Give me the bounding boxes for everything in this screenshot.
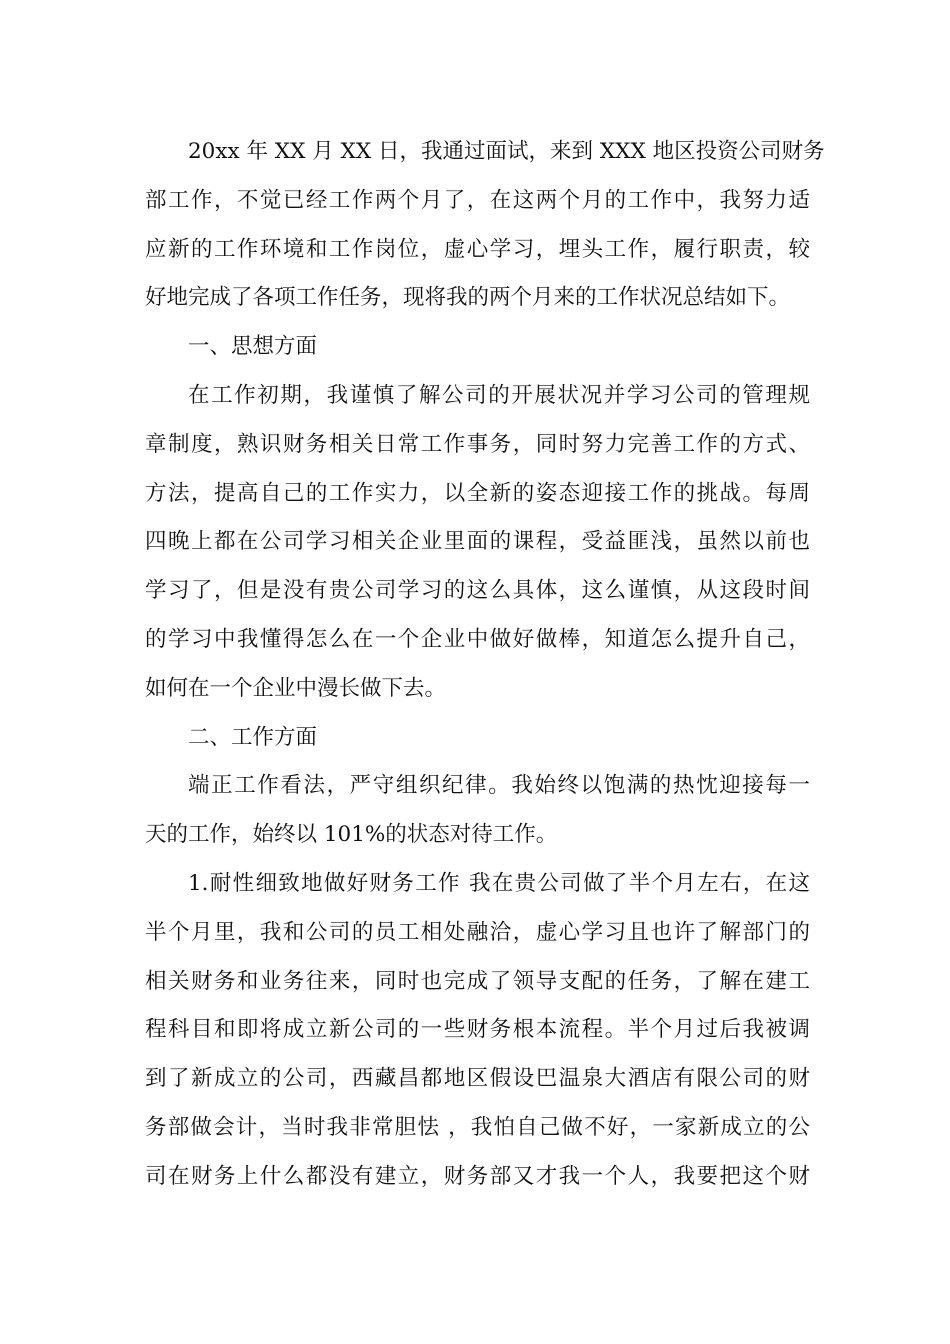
text-line: 1.耐性细致地做好财务工作 我在贵公司做了半个月左右，在这 <box>188 870 810 896</box>
text-line: 务部做会计，当时我非常胆怯 ，我怕自己做不好，一家新成立的公 <box>145 1114 810 1140</box>
text-line: 端正工作看法，严守组织纪律。我始终以饱满的热忱迎接每一 <box>188 773 810 799</box>
text-line: 到了新成立的公司，西藏昌都地区假设巴温泉大酒店有限公司的财 <box>145 1066 810 1092</box>
text-line: 如何在一个企业中漫长做下去。 <box>145 675 447 701</box>
text-line: 四晚上都在公司学习相关企业里面的课程，受益匪浅，虽然以前也 <box>145 529 810 555</box>
text-line: 相关财务和业务往来，同时也完成了领导支配的任务，了解在建工 <box>145 968 810 994</box>
document-body <box>145 128 825 1202</box>
text-line: 好地完成了各项工作任务，现将我的两个月来的工作状况总结如下。 <box>145 285 791 311</box>
text-line: 20xx 年 XX 月 XX 日，我通过面试，来到 XXX 地区投资公司财务 <box>188 139 825 164</box>
text-line: 司在财务上什么都没有建立，财务部又才我一个人，我要把这个财 <box>145 1163 810 1189</box>
paragraph-finance-work <box>145 860 810 1202</box>
text-line: 半个月里，我和公司的员工相处融洽，虚心学习且也许了解部门的 <box>145 919 810 945</box>
text-line: 章制度，熟识财务相关日常工作事务，同时努力完善工作的方式、 <box>145 431 810 457</box>
paragraph-thought <box>145 372 810 714</box>
paragraph-attitude <box>145 762 810 860</box>
paragraph-intro <box>145 128 825 323</box>
text-line: 应新的工作环境和工作岗位，虚心学习，埋头工作，履行职责，较 <box>145 236 810 262</box>
text-line: 在工作初期，我谨慎了解公司的开展状况并学习公司的管理规 <box>188 382 810 408</box>
section-heading-thought: 一、思想方面 <box>188 334 318 360</box>
section-heading-work: 二、工作方面 <box>188 724 318 750</box>
text-line: 的学习中我懂得怎么在一个企业中做好做棒，知道怎么提升自己， <box>145 626 810 652</box>
text-line: 学习了，但是没有贵公司学习的这么具体，这么谨慎，从这段时间 <box>145 578 810 604</box>
text-line: 天的工作，始终以 101%的状态对待工作。 <box>145 822 558 848</box>
text-line: 方法，提高自己的工作实力，以全新的姿态迎接工作的挑战。每周 <box>145 480 810 506</box>
text-line: 程科目和即将成立新公司的一些财务根本流程。半个月过后我被调 <box>145 1017 810 1043</box>
text-line: 部工作，不觉已经工作两个月了，在这两个月的工作中，我努力适 <box>145 187 810 213</box>
